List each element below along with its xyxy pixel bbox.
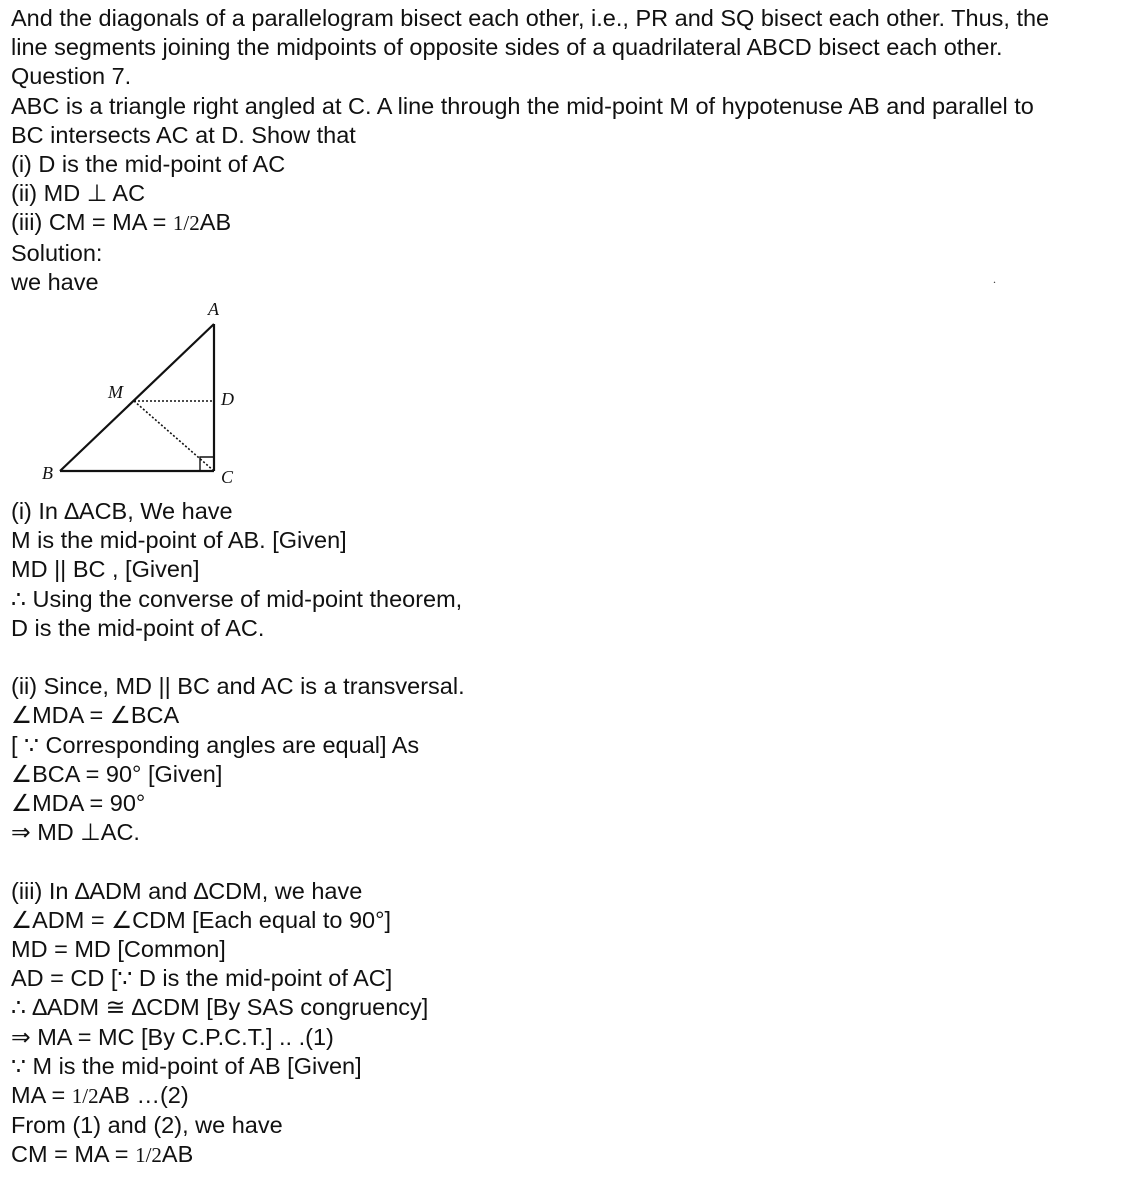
part-i-line-2: M is the mid-point of AB. [Given] — [11, 527, 347, 554]
question-title: Question 7. — [11, 63, 132, 90]
we-have-line: we have — [11, 268, 99, 295]
final-fraction: 1/2 — [135, 1143, 162, 1168]
final-conclusion-line — [11, 1140, 1117, 1170]
triangle-diagram — [37, 297, 257, 497]
part-iii-line-3: MD = MD [Common] — [11, 936, 226, 963]
part-ii-line-5: ∠MDA = 90° — [11, 790, 146, 817]
stray-mark: . — [993, 272, 996, 286]
part-iii-fraction: 1/2 — [172, 211, 200, 236]
segment-mc — [134, 401, 214, 471]
question-line-2: BC intersects AC at D. Show that — [11, 121, 356, 148]
part-iii-line-1: (iii) In ∆ADM and ∆CDM, we have — [11, 877, 363, 904]
part-ii-line-1: (ii) Since, MD || BC and AC is a transversal. — [11, 673, 465, 700]
label-m: M — [108, 382, 123, 403]
part-i-line-5: D is the mid-point of AC. — [11, 614, 265, 641]
triangle-figure — [11, 297, 1117, 497]
part-i-line-1: (i) In ∆ACB, We have — [11, 498, 233, 525]
part-i-line-3: MD || BC , [Given] — [11, 556, 200, 583]
part-i-statement: (i) D is the mid-point of AC — [11, 151, 286, 178]
part-ii-line-4: ∠BCA = 90° [Given] — [11, 760, 223, 787]
ma-half-ab-line — [11, 1081, 1117, 1111]
part-iii-line-2: ∠ADM = ∠CDM [Each equal to 90°] — [11, 906, 392, 933]
part-iii-prefix: (iii) CM = MA = — [11, 209, 173, 236]
label-d: D — [221, 389, 234, 410]
ma-fraction: 1/2 — [71, 1084, 99, 1109]
solution-label: Solution: — [11, 239, 103, 266]
part-ii-line-6: ⇒ MD ⊥AC. — [11, 819, 140, 846]
part-ii-line-2: ∠MDA = ∠BCA — [11, 702, 180, 729]
part-iii-statement — [11, 208, 1117, 238]
part-i-line-4: ∴ Using the converse of mid-point theorem, — [11, 585, 463, 612]
document-page — [11, 4, 1117, 1171]
part-iii-line-7: ∵ M is the mid-point of AB [Given] — [11, 1052, 362, 1079]
part-iii-suffix: AB — [199, 209, 232, 236]
from-line: From (1) and (2), we have — [11, 1112, 283, 1139]
intro-line-1: And the diagonals of a parallelogram bisect each other, i.e., PR and SQ bisect each other. Thus, the — [11, 5, 1050, 31]
part-ii-line-3: [ ∵ Corresponding angles are equal] As — [11, 731, 420, 758]
part-iii-line-4: AD = CD [∵ D is the mid-point of AC] — [11, 965, 393, 992]
ma-suffix: AB …(2) — [98, 1082, 189, 1109]
part-iii-line-5: ∴ ∆ADM ≅ ∆CDM [By SAS congruency] — [11, 994, 429, 1021]
label-b: B — [42, 463, 53, 484]
blank-line — [11, 643, 1117, 672]
part-ii-statement: (ii) MD ⊥ AC — [11, 180, 146, 207]
part-iii-line-6: ⇒ MA = MC [By C.P.C.T.] .. .(1) — [11, 1023, 334, 1050]
label-a: A — [208, 299, 219, 320]
question-line-1: ABC is a triangle right angled at C. A line through the mid-point M of hypotenuse AB and parallel to — [11, 92, 1034, 119]
label-c: C — [221, 467, 234, 488]
final-prefix: CM = MA = — [11, 1141, 136, 1168]
side-ab — [60, 324, 214, 471]
blank-line — [11, 847, 1117, 876]
ma-prefix: MA = — [11, 1082, 72, 1109]
intro-line-2: line segments joining the midpoints of opposite sides of a quadrilateral ABCD bisect each other. — [11, 34, 1003, 61]
final-suffix: AB — [161, 1141, 194, 1168]
